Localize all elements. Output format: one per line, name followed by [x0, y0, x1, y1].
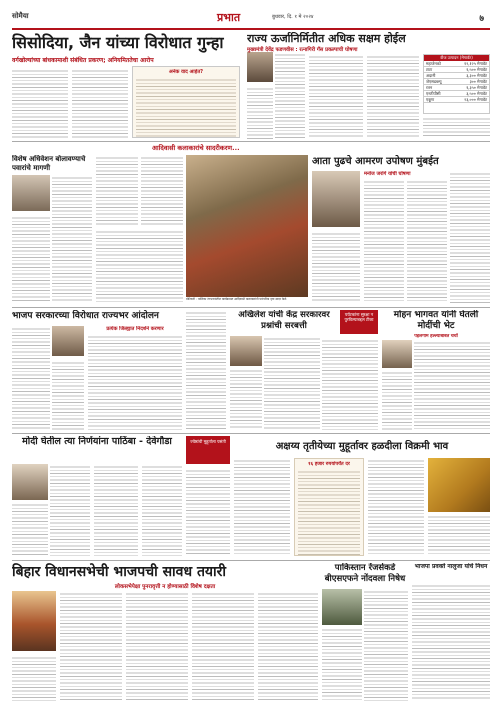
- headline: अखिलेश यांची केंद्र सरकारवर प्रश्नांची सरबत्ती: [238, 310, 330, 331]
- body-col-c: [368, 458, 424, 556]
- headline: पाकिस्तान रेंजर्सकडे बीएसएफने नोंदवला निषेध: [324, 563, 406, 584]
- body-col-a: [96, 155, 138, 225]
- headline: आता पुढचे आमरण उपोषण मुंबईत: [312, 156, 439, 167]
- tribal-banner: [12, 143, 490, 153]
- power-source-cell: एनटीपीसी: [424, 91, 451, 97]
- article-obituary: [412, 563, 490, 703]
- body-col-b: [60, 591, 122, 701]
- power-source-cell: जेएसडब्ल्यू: [424, 79, 451, 85]
- divider: [12, 433, 490, 434]
- masthead: [12, 10, 490, 30]
- power-source-cell: अदानी: [424, 73, 451, 79]
- politician-photo: [52, 326, 84, 356]
- subheadline: पहलगाम हल्ल्याबाबत चर्चा: [414, 334, 458, 339]
- banner-text: आदिवासी कलाकारांचे सादरीकरण...: [152, 144, 240, 152]
- headline: बिहार विधानसभेची भाजपची सावध तयारी: [12, 564, 227, 580]
- body-col-c: [423, 116, 490, 138]
- article-bhagwat: [382, 310, 490, 432]
- body-col-d: [12, 502, 48, 556]
- byline: मनोज जरांगे यांची घोषणा: [364, 171, 411, 177]
- body-col-a: [364, 589, 408, 701]
- tribal-dance-photo: [186, 155, 308, 297]
- side-box: [88, 326, 182, 430]
- subheadline: मुख्यमंत्री देवेंद्र फडणवीस : रत्नागिरी गॅस प्रकल्पाची घोषणा: [247, 47, 358, 53]
- power-source-cell: महाजेनको: [424, 61, 451, 67]
- pawar-photo: [12, 175, 50, 211]
- brand-logo: प्रभात: [217, 11, 241, 24]
- body-col-a: [414, 340, 490, 430]
- article-akhilesh: [186, 310, 378, 432]
- masthead-rule: [12, 28, 490, 30]
- body-text-b: [12, 215, 50, 301]
- body-col-c: [450, 171, 490, 303]
- price-box: [294, 458, 364, 556]
- body-col-a: [12, 655, 56, 701]
- side-box-body: [88, 334, 182, 430]
- headline: सिसोदिया, जैन यांच्या विरोधात गुन्हा: [12, 33, 224, 52]
- body-col-c: [96, 229, 183, 303]
- headline: मोदी घेतील त्या निर्णयांना पाठिंबा - देवेगौडा: [22, 436, 172, 447]
- divider: [12, 560, 490, 561]
- article-bjp-protest: [12, 310, 182, 432]
- divider: [12, 307, 490, 308]
- side-box-title: प्रत्येक जिल्ह्यात निदर्शने करणार: [106, 326, 164, 332]
- tribal-photo-block: [96, 155, 308, 305]
- tag-box: ज्येष्ठांची मुहूर्ताला पसंती: [186, 436, 230, 464]
- power-value-cell: २३,००० मेगावॅट: [451, 97, 489, 103]
- info-box-body: [136, 77, 236, 137]
- subheadline: वर्गखोल्यांच्या बांधकामाशी संबंधित प्रकरण; अनियमिततेचा आरोप: [12, 57, 154, 64]
- body-col-1: [12, 68, 68, 138]
- akhilesh-photo: [230, 336, 262, 366]
- photo-caption: बोरिवली : पालिका रंगभवनांतील कार्यक्रमात आदिवासी कलाकारांनी पारंपरिक नृत्य सादर केले.: [186, 297, 288, 301]
- subheadline: लोकसभेपेक्षा पुनरावृत्ती न होण्यासाठी विशेष दक्षता: [114, 584, 216, 590]
- page-number: ७: [479, 14, 484, 24]
- body-col-d: [230, 368, 262, 430]
- info-box-title: अनेक वाद आहेत?: [168, 69, 204, 75]
- body-col-b: [407, 179, 447, 303]
- body-col-b: [367, 54, 419, 138]
- jarange-photo: [312, 171, 360, 227]
- bsf-photo: [322, 589, 362, 625]
- article-sisodia: [12, 32, 242, 140]
- body-col-c: [142, 464, 182, 556]
- power-table-title: वीज उत्पादन (मेगावॅट): [424, 55, 489, 61]
- bhagwat-photo: [382, 340, 412, 368]
- price-box-title: १६ हजार रुपयांपर्यंत दर: [308, 462, 350, 467]
- body-col-d: [192, 591, 254, 701]
- body-col-a: [186, 468, 230, 556]
- issue-date: बुधवार, दि. १ मे २०२४: [272, 14, 314, 20]
- power-table-row: [424, 97, 489, 103]
- turmeric-photo: [428, 458, 490, 512]
- power-value-cell: १,५०० मेगावॅट: [451, 67, 489, 73]
- body-col-a: [50, 464, 90, 556]
- article-jarange: [312, 155, 490, 305]
- body-col-c: [126, 591, 188, 701]
- power-value-cell: ३,३०० मेगावॅट: [451, 73, 489, 79]
- devegowda-photo: [12, 464, 48, 500]
- headline: भाजपा प्रवक्ते नालुजा यांचे निधन: [414, 563, 488, 570]
- info-box: [132, 66, 240, 138]
- body-col: [309, 54, 363, 138]
- body-col-b: [52, 360, 84, 430]
- article-energy: [247, 32, 490, 140]
- power-source-cell: रतन: [424, 85, 451, 91]
- article-bihar: [12, 563, 318, 703]
- body-text: [52, 175, 92, 301]
- body-col-b: [234, 458, 290, 556]
- headline: अक्षय्य तृतीयेच्या मुहूर्तावर हळदीला विक्रमी भाव: [275, 441, 449, 452]
- divider: [12, 141, 490, 142]
- article-pawar: [12, 155, 92, 305]
- power-value-cell: ३०० मेगावॅट: [451, 79, 489, 85]
- body-col: [412, 583, 490, 701]
- body-col-b: [94, 464, 138, 556]
- power-source-cell: टाटा: [424, 67, 451, 73]
- headline: विशेष अधिवेशन बोलावण्याचे पवारांचे मागणी: [12, 155, 86, 172]
- body-col-2: [72, 68, 128, 138]
- body-col-e: [258, 591, 318, 701]
- power-table: [423, 54, 490, 114]
- body-col-b: [382, 370, 412, 430]
- power-table-grid: [424, 61, 489, 103]
- body-col-a: [12, 326, 50, 430]
- article-bsf: [322, 563, 408, 703]
- headline: भाजप सरकारच्या विरोधात राज्यभर आंदोलन: [12, 311, 159, 321]
- tag-box: पर्यटकांना सुरक्षा न पुरविल्याबद्दल टीका: [340, 310, 378, 334]
- body-col-b: [264, 336, 320, 430]
- body-col-b: [141, 155, 183, 225]
- power-source-cell: एकूण: [424, 97, 451, 103]
- power-value-cell: १२,१२५ मेगावॅट: [451, 61, 489, 67]
- article-turmeric: [186, 436, 490, 558]
- section-label: सोमैया: [12, 12, 29, 20]
- article-devegowda: [12, 436, 182, 558]
- power-value-cell: १,३५० मेगावॅट: [451, 85, 489, 91]
- headline: मोहन भागवत यांनी घेतली मोदींची भेट: [393, 310, 479, 331]
- price-box-body: [298, 469, 360, 555]
- headline: राज्य ऊर्जानिर्मितीत अधिक सक्षम होईल: [247, 32, 406, 45]
- body-col-b: [322, 627, 362, 701]
- body-col-d: [428, 514, 490, 556]
- body-col-a: [186, 310, 226, 430]
- body-col-c: [322, 338, 378, 430]
- body-col-d: [312, 231, 360, 303]
- body-col-a: [364, 179, 404, 303]
- bihar-photo: [12, 591, 56, 651]
- power-value-cell: ३,५०० मेगावॅट: [451, 91, 489, 97]
